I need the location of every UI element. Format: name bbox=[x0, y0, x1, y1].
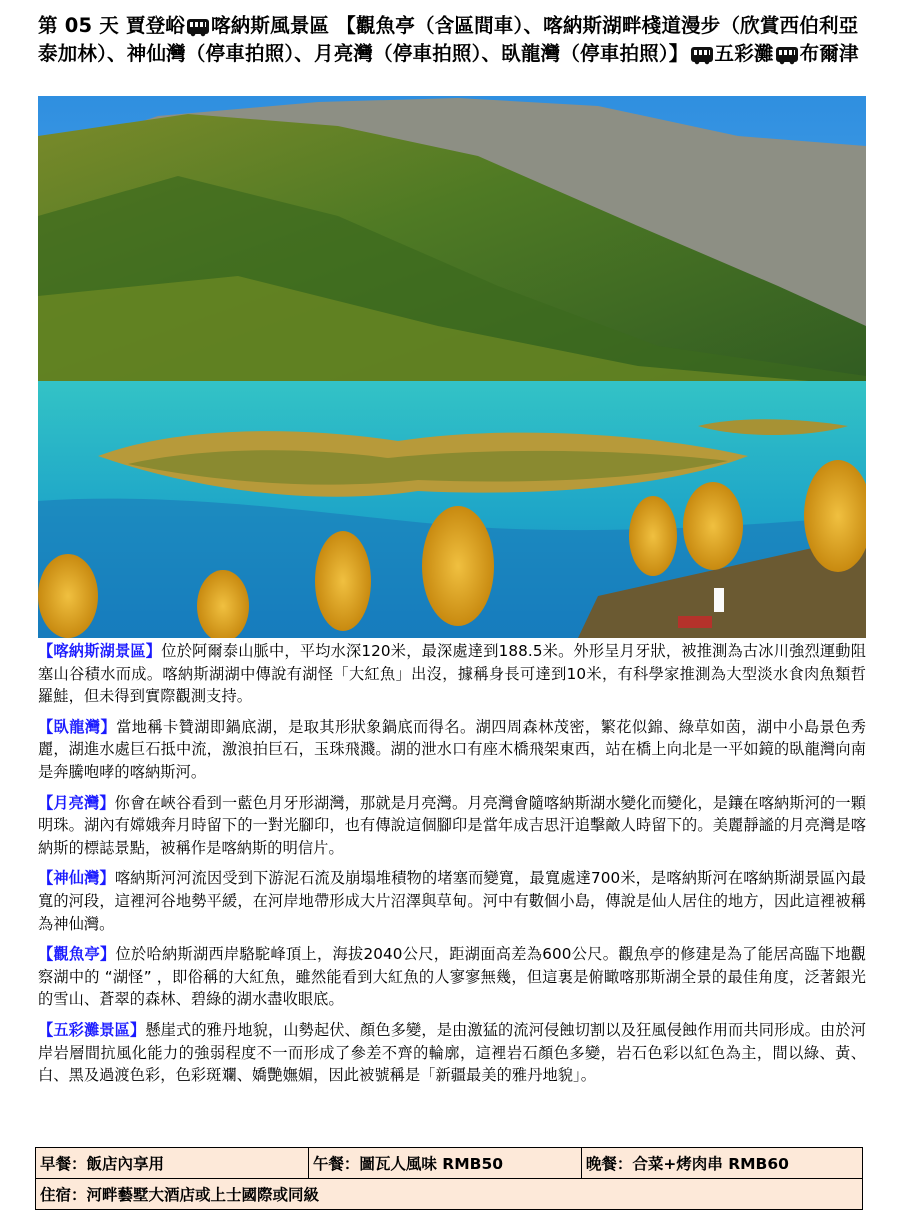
paragraph-body: 你會在峽谷看到一藍色月牙形湖灣，那就是月亮灣。月亮灣會隨喀納斯湖水變化而變化，是鑲在喀納斯河的一顆明珠。湖內有嫦娥奔月時留下的一對光腳印，也有傳說這個腳印是當年成吉思汗追擊敵人時留下的。美麗靜謐的月亮灣是喀納斯的標誌景點，被稱作是喀納斯的明信片。 bbox=[38, 793, 866, 857]
paragraph-body: 位於哈納斯湖西岸駱駝峰頂上，海拔2040公尺，距湖面高差為600公尺。觀魚亭的修建是為了能居高臨下地觀察湖中的 “湖怪” ，即俗稱的大紅魚，雖然能看到大紅魚的人寥寥無幾，但這裏是俯瞰喀那斯湖全景的最佳角度，泛著銀光的雪山、蒼翠的森林、碧綠的湖水盡收眼底。 bbox=[38, 945, 866, 1009]
paragraph-wolong-bay bbox=[38, 716, 866, 784]
paragraph-fairy-bay bbox=[38, 867, 866, 935]
lunch-cell: 午餐：圖瓦人風味 RMB50 bbox=[308, 1148, 581, 1179]
lodging-row bbox=[36, 1179, 863, 1210]
bus-icon bbox=[691, 47, 713, 62]
meals-table bbox=[35, 1147, 863, 1210]
paragraph-heading: 【神仙灣】 bbox=[38, 869, 115, 888]
title-part-1: 第 05 天 賈登峪 bbox=[38, 14, 186, 37]
day-title bbox=[38, 12, 870, 68]
paragraph-body: 位於阿爾泰山脈中，平均水深120米，最深處達到188.5米。外形呈月牙狀，被推測為古冰川強烈運動阻塞山谷積水而成。喀納斯湖湖中傳說有湖怪「大紅魚」出沒，據稱身長可達到10米，有科學家推測為大型淡水食肉魚類哲羅鮭，但未得到實際觀測支持。 bbox=[38, 642, 866, 706]
kanas-lake-photo bbox=[38, 96, 866, 638]
title-part-2: 喀納斯風景區 【觀魚亭（含區間車）、喀納斯湖畔棧道漫步（欣賞西伯利亞泰加林）、神仙灣（停車拍照）、月亮灣（停車拍照）、臥龍灣（停車拍照）】 bbox=[38, 14, 859, 65]
paragraph-heading: 【喀納斯湖景區】 bbox=[38, 642, 162, 660]
paragraph-moon-bay bbox=[38, 792, 866, 860]
paragraph-heading: 【五彩灘景區】 bbox=[38, 1020, 146, 1039]
paragraph-body: 當地稱卡贊湖即鍋底湖，是取其形狀象鍋底而得名。湖四周森林茂密，繁花似錦、綠草如茵，湖中小島景色秀麗，湖進水處巨石抵中流，激浪拍巨石，玉珠飛濺。湖的泄水口有座木橋飛架東西，站在橋上向北是一平如鏡的臥龍灣向南是奔騰咆哮的喀納斯河。 bbox=[38, 717, 866, 781]
paragraph-heading: 【月亮灣】 bbox=[38, 793, 115, 812]
breakfast-cell: 早餐：飯店內享用 bbox=[36, 1148, 309, 1179]
title-part-4: 布爾津 bbox=[799, 42, 859, 65]
bus-icon bbox=[187, 19, 209, 34]
paragraph-heading: 【觀魚亭】 bbox=[38, 945, 116, 964]
paragraph-body: 喀納斯河河流因受到下游泥石流及崩塌堆積物的堵塞而變寬，最寬處達700米，是喀納斯河在喀納斯湖景區內最寬的河段，這裡河谷地勢平緩，在河岸地帶形成大片沼澤與草甸。河中有數個小島，傳說是仙人居住的地方，因此這裡被稱為神仙灣。 bbox=[38, 869, 867, 933]
title-part-3: 五彩灘 bbox=[714, 42, 774, 65]
attraction-descriptions bbox=[38, 640, 866, 1095]
paragraph-kanas-lake bbox=[38, 640, 866, 708]
paragraph-colorful-beach bbox=[38, 1019, 866, 1087]
lodging-cell: 住宿：河畔藝墅大酒店或上士國際或同級 bbox=[36, 1179, 863, 1210]
bus-icon bbox=[776, 47, 798, 62]
paragraph-body: 懸崖式的雅丹地貌，山勢起伏、顏色多變，是由激猛的流河侵蝕切割以及狂風侵蝕作用而共同形成。由於河岸岩層間抗風化能力的強弱程度不一而形成了參差不齊的輪廓，這裡岩石顏色多變，岩石色彩以紅色為主，間以綠、黃、白、黑及過渡色彩，色彩斑斕、嬌艷嫵媚，因此被號稱是「新疆最美的雅丹地貌」。 bbox=[38, 1020, 866, 1085]
dinner-cell: 晚餐：合菜+烤肉串 RMB60 bbox=[581, 1148, 862, 1179]
meals-row bbox=[36, 1148, 863, 1179]
paragraph-fish-viewing-pavilion bbox=[38, 943, 866, 1011]
paragraph-heading: 【臥龍灣】 bbox=[38, 717, 117, 736]
